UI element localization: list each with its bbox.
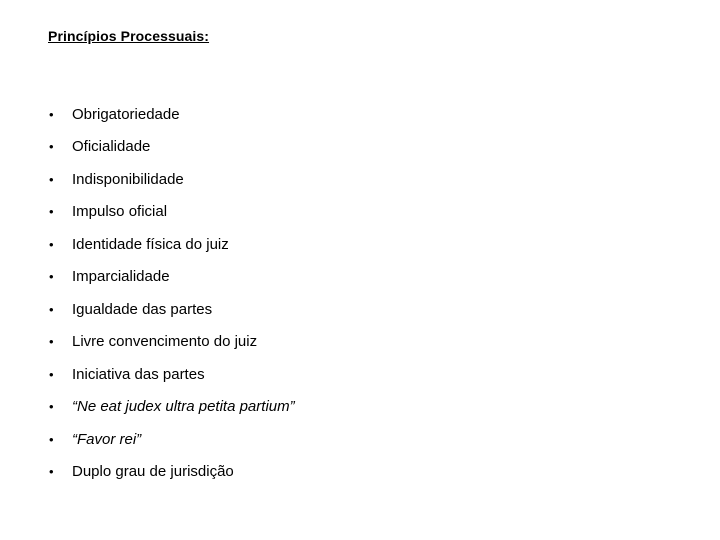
list-item bbox=[48, 391, 295, 424]
list-item bbox=[48, 196, 295, 229]
list-item bbox=[48, 131, 295, 164]
list-item bbox=[48, 228, 295, 261]
list-item bbox=[48, 293, 295, 326]
bullet-icon: • bbox=[49, 204, 54, 220]
list-item bbox=[48, 98, 295, 131]
list-item bbox=[48, 326, 295, 359]
list-item-label: Duplo grau de jurisdição bbox=[72, 463, 234, 481]
list-item-label: “Favor rei” bbox=[72, 430, 142, 448]
list-item bbox=[48, 358, 295, 391]
bullet-icon: • bbox=[49, 366, 54, 382]
bullet-icon: • bbox=[49, 334, 54, 350]
bullet-icon: • bbox=[49, 431, 54, 447]
list-item-label: Oficialidade bbox=[72, 138, 151, 156]
list-item-label: Igualdade das partes bbox=[72, 300, 213, 318]
list-item-label: Obrigatoriedade bbox=[72, 105, 180, 123]
list-item bbox=[48, 423, 295, 456]
bullet-icon: • bbox=[49, 464, 54, 480]
list-item bbox=[48, 456, 295, 489]
bullet-icon: • bbox=[49, 269, 54, 285]
list-item bbox=[48, 261, 295, 294]
list-item bbox=[48, 163, 295, 196]
list-item-label: Livre convencimento do juiz bbox=[72, 333, 258, 351]
list-item-label: Iniciativa das partes bbox=[72, 365, 205, 383]
list-item-label: “Ne eat judex ultra petita partium” bbox=[72, 398, 295, 416]
bullet-icon: • bbox=[49, 301, 54, 317]
principles-list bbox=[48, 98, 295, 488]
page-title: Princípios Processuais: bbox=[48, 28, 210, 44]
bullet-icon: • bbox=[49, 106, 54, 122]
bullet-icon: • bbox=[49, 171, 54, 187]
list-item-label: Imparcialidade bbox=[72, 268, 170, 286]
list-item-label: Impulso oficial bbox=[72, 203, 168, 221]
list-item-label: Identidade física do juiz bbox=[72, 235, 229, 253]
bullet-icon: • bbox=[49, 139, 54, 155]
bullet-icon: • bbox=[49, 236, 54, 252]
list-item-label: Indisponibilidade bbox=[72, 170, 184, 188]
bullet-icon: • bbox=[49, 399, 54, 415]
